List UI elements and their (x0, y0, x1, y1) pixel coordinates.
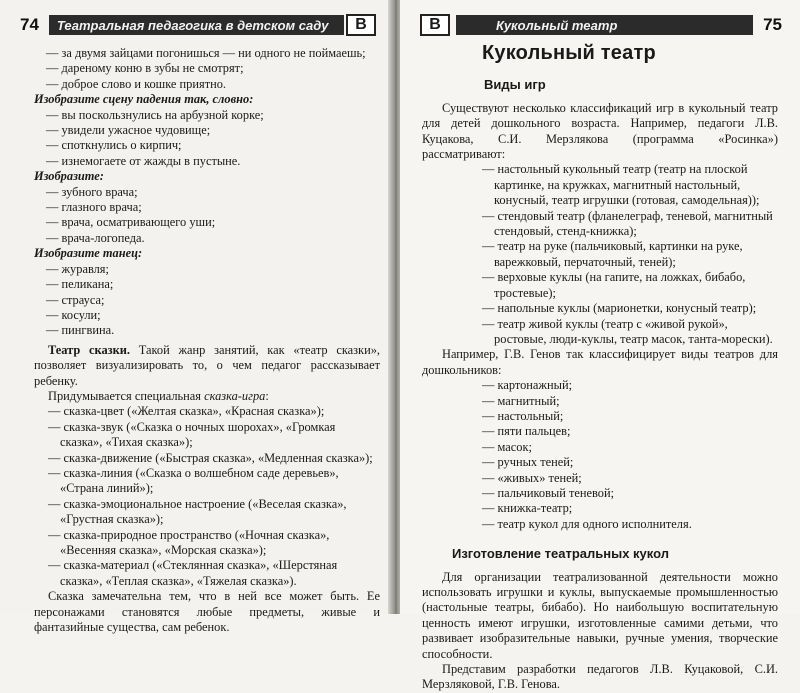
list-item: — масок; (482, 439, 532, 454)
list-item: — театр на руке (пальчиковый, картинки на руке, варежковый, перчаточный, теней); (482, 239, 743, 269)
list-item: Изобразите танец: (34, 246, 143, 261)
list-item: — сказка-цвет («Желтая сказка», «Красная сказка»); (48, 404, 325, 419)
list-item: — вы поскользнулись на арбузной корке; (46, 107, 264, 122)
list-item: — сказка-эмоциональное настроение («Веселая сказка», «Грустная сказка»); (48, 496, 347, 527)
list-item: — пингвина. (46, 323, 115, 338)
list-item: — косули; (46, 307, 101, 322)
paragraph-body: Такой жанр занятий, как «театр сказки», позволяет визуализировать то, о чем педагог рассказывает ребенку. (34, 342, 380, 388)
list-item: — изнемогаете от жажды в пустыне. (46, 153, 241, 168)
right-header (420, 14, 782, 36)
list-item: — пеликана; (46, 277, 114, 292)
list-item: — за двумя зайцами погонишься — ни одного не поймаешь; (46, 46, 366, 60)
list-item: — врача-логопеда. (46, 230, 145, 245)
list-item: — глазного врача; (46, 200, 142, 215)
list-item: — пальчиковый теневой; (482, 485, 615, 500)
list-item: Изобразите сцену падения так, словно: (34, 92, 254, 107)
fairy-list (34, 404, 380, 589)
list-item: — театр кукол для одного исполнителя. (482, 516, 692, 531)
list-item: — настольный кукольный театр (театр на плоской картинке, на кружках, магнитный настольный, конусный, театр игрушки (готовая, самодельная)); (482, 162, 760, 208)
list-item: — журавля; (46, 261, 109, 276)
section-title-game-types: Виды игр (484, 77, 546, 93)
left-page-number: 74 (20, 15, 39, 34)
paragraph-organization: Для организации театрализованной деятельности можно использовать игрушки и куклы, выпускаемые промышленностью (настольные театры, бибабо). Но наибольшую воспитательную ценность имеют игрушки, изготовленные самими детьми, что развивает изобразительные навыки, ручные умения, творческие способности. (422, 569, 778, 661)
list-item: — ручных теней; (482, 455, 574, 470)
chapter-title: Кукольный театр (482, 42, 656, 64)
list-item: — «живых» теней; (482, 470, 582, 485)
right-content (422, 42, 778, 693)
list-item: — врача, осматривающего уши; (46, 215, 216, 230)
paragraph-italic: сказка-игра (204, 388, 266, 403)
list-item: — книжка-театр; (482, 501, 573, 516)
paragraph-fairy-theatre (34, 343, 380, 389)
list-item: — магнитный; (482, 393, 560, 408)
list-item: — сказка-движение («Быстрая сказка», «Медленная сказка»); (48, 450, 373, 465)
list-item: Изобразите: (34, 169, 104, 184)
theatre-list-kutsakova (422, 162, 778, 347)
paragraph-genov: Например, Г.В. Генов так классифицирует виды театров для дошкольников: (422, 347, 778, 377)
list-item: — дареному коню в зубы не смотрят; (46, 61, 244, 76)
list-item: — сказка-материал («Стеклянная сказка», «Шерстяная сказка», «Теплая сказка», «Тяжелая сказка»). (48, 558, 338, 588)
list-item: — верховые куклы (на гапите, на ложках, бибабо, тростевые); (482, 270, 746, 300)
list-item: — картонажный; (482, 378, 573, 393)
logo-icon: В (346, 14, 376, 36)
list-item: — споткнулись о кирпич; (46, 138, 182, 153)
paragraph-lead: Театр сказки. (48, 342, 131, 357)
right-page-number: 75 (763, 15, 782, 34)
paragraph-text-end: : (265, 388, 269, 403)
left-content (34, 46, 380, 635)
paragraph-conclusion: Сказка замечательна тем, что в ней все может быть. Ее персонажами становятся любые предметы, живые и фантазийные существа, сам ребенок. (34, 589, 380, 635)
list-item: — пяти пальцев; (482, 424, 571, 439)
list-item: — настольный; (482, 408, 564, 423)
right-header-title: Кукольный театр (456, 15, 753, 35)
right-page (400, 0, 800, 692)
paragraph-intro: Существуют несколько классификаций игр в кукольный театр для детей дошкольного возраста. Например, педагоги Л.В. Куцакова, С.И. Мерзлякова (программа «Росинка») рассматривают: (422, 100, 778, 162)
paragraph-text: Придумывается специальная (48, 388, 205, 403)
list-item: — театр живой куклы (театр с «живой рукой», ростовые, люди-куклы, театр масок, танта-морески). (482, 316, 773, 346)
paragraph-fairy-game (34, 389, 380, 404)
logo-icon: В (420, 14, 450, 36)
list-item: — сказка-звук («Сказка о ночных шорохах», «Громкая сказка», «Тихая сказка»); (48, 419, 336, 450)
left-page (0, 0, 392, 635)
list-item: — зубного врача; (46, 184, 138, 199)
left-header (20, 14, 376, 36)
section-title-making-puppets: Изготовление театральных кукол (452, 546, 669, 562)
list-item: — сказка-линия («Сказка о волшебном саде деревьев», «Страна линий»); (48, 465, 339, 496)
paragraph-developments: Представим разработки педагогов Л.В. Куцаковой, С.И. Мерзляковой, Г.В. Генова. (422, 662, 778, 692)
list-item: — доброе слово и кошке приятно. (46, 76, 227, 91)
list-item: — увидели ужасное чудовище; (46, 123, 211, 138)
list-item: — страуса; (46, 292, 105, 307)
left-header-title: Театральная педагогика в детском саду (49, 15, 344, 35)
left-lines (34, 46, 380, 339)
list-item: — стендовый театр (фланелеграф, теневой, магнитный стендовый, стенд-книжка); (482, 208, 773, 239)
list-item: — сказка-природное пространство («Ночная сказка», «Весенняя сказка», «Морская сказка»); (48, 527, 330, 557)
list-item: — напольные куклы (марионетки, конусный театр); (482, 301, 757, 316)
theatre-list-genov (422, 378, 778, 532)
